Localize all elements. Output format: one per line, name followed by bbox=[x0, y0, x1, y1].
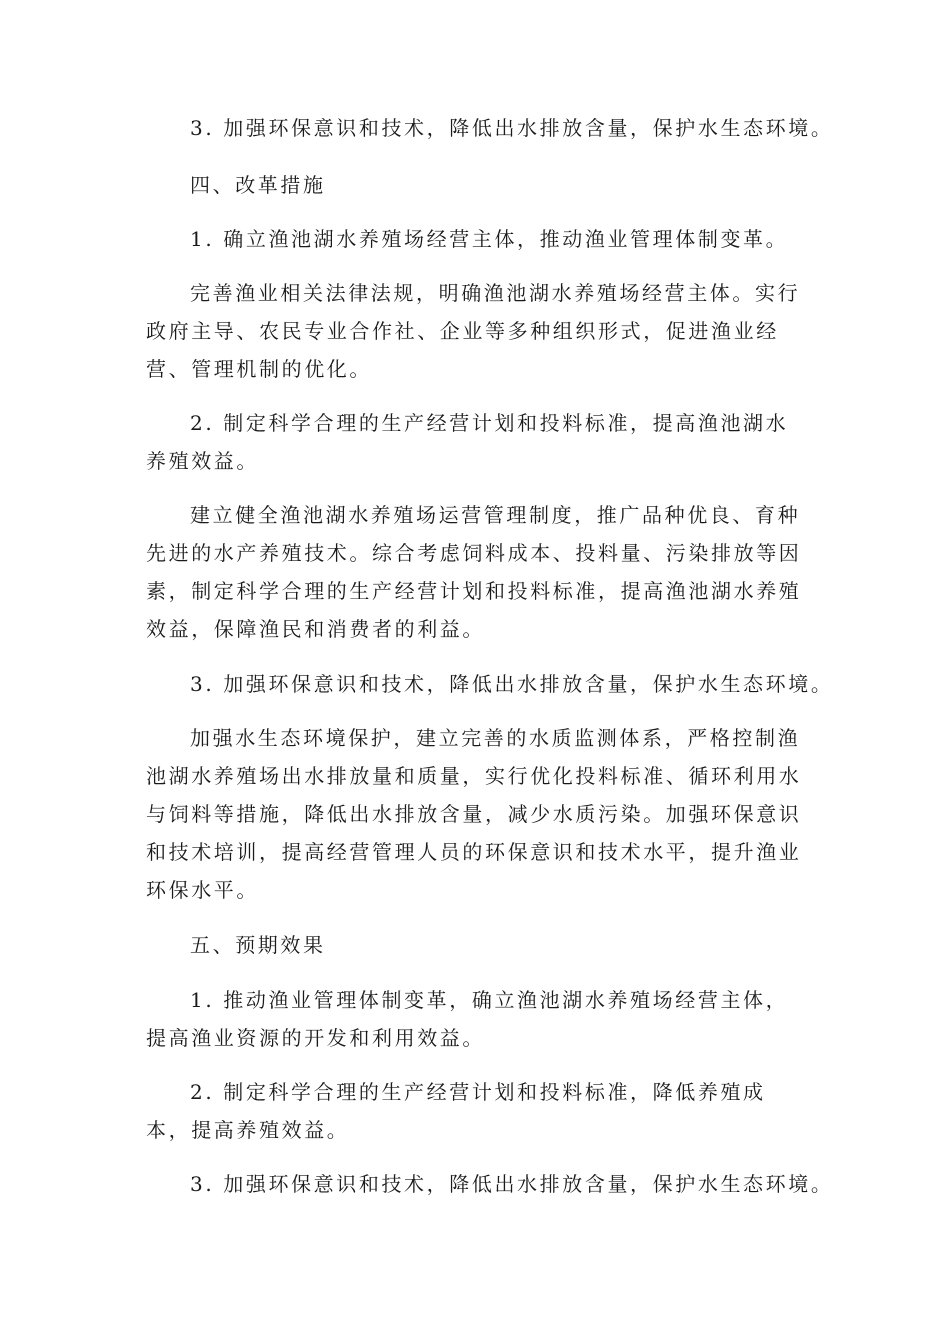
paragraph-effect-point-1: 1. 推动渔业管理体制变革，确立渔池湖水养殖场经营主体，提高渔业资源的开发和利用效益。 bbox=[146, 988, 789, 1050]
paragraph-reform-point-1-detail: 完善渔业相关法律法规，明确渔池湖水养殖场经营主体。实行政府主导、农民专业合作社、企业等多种组织形式，促进渔业经营、管理机制的优化。 bbox=[146, 281, 801, 381]
paragraph-point-3-intro: 3. 加强环保意识和技术，降低出水排放含量，保护水生态环境。 bbox=[190, 116, 834, 140]
paragraph-reform-point-2-detail: 建立健全渔池湖水养殖场运营管理制度，推广品种优良、育种先进的水产养殖技术。综合考虑饲料成本、投料量、污染排放等因素，制定科学合理的生产经营计划和投料标准，提高渔池湖水养殖效益，保障渔民和消费者的利益。 bbox=[146, 503, 802, 641]
paragraph-reform-point-3: 3. 加强环保意识和技术，降低出水排放含量，保护水生态环境。 bbox=[190, 672, 834, 696]
section-heading-reform-measures: 四、改革措施 bbox=[190, 173, 326, 197]
paragraph-effect-point-2: 2. 制定科学合理的生产经营计划和投料标准，降低养殖成本，提高养殖效益。 bbox=[146, 1080, 766, 1142]
paragraph-reform-point-1: 1. 确立渔池湖水养殖场经营主体，推动渔业管理体制变革。 bbox=[190, 227, 789, 251]
paragraph-reform-point-2: 2. 制定科学合理的生产经营计划和投料标准，提高渔池湖水养殖效益。 bbox=[146, 411, 789, 473]
section-heading-expected-effects: 五、预期效果 bbox=[190, 933, 326, 957]
paragraph-reform-point-3-detail: 加强水生态环境保护，建立完善的水质监测体系，严格控制渔池湖水养殖场出水排放量和质量，实行优化投料标准、循环利用水与饲料等措施，降低出水排放含量，减少水质污染。加强环保意识和技术培训，提高经营管理人员的环保意识和技术水平，提升渔业环保水平。 bbox=[146, 726, 802, 902]
paragraph-effect-point-3: 3. 加强环保意识和技术，降低出水排放含量，保护水生态环境。 bbox=[190, 1172, 834, 1196]
